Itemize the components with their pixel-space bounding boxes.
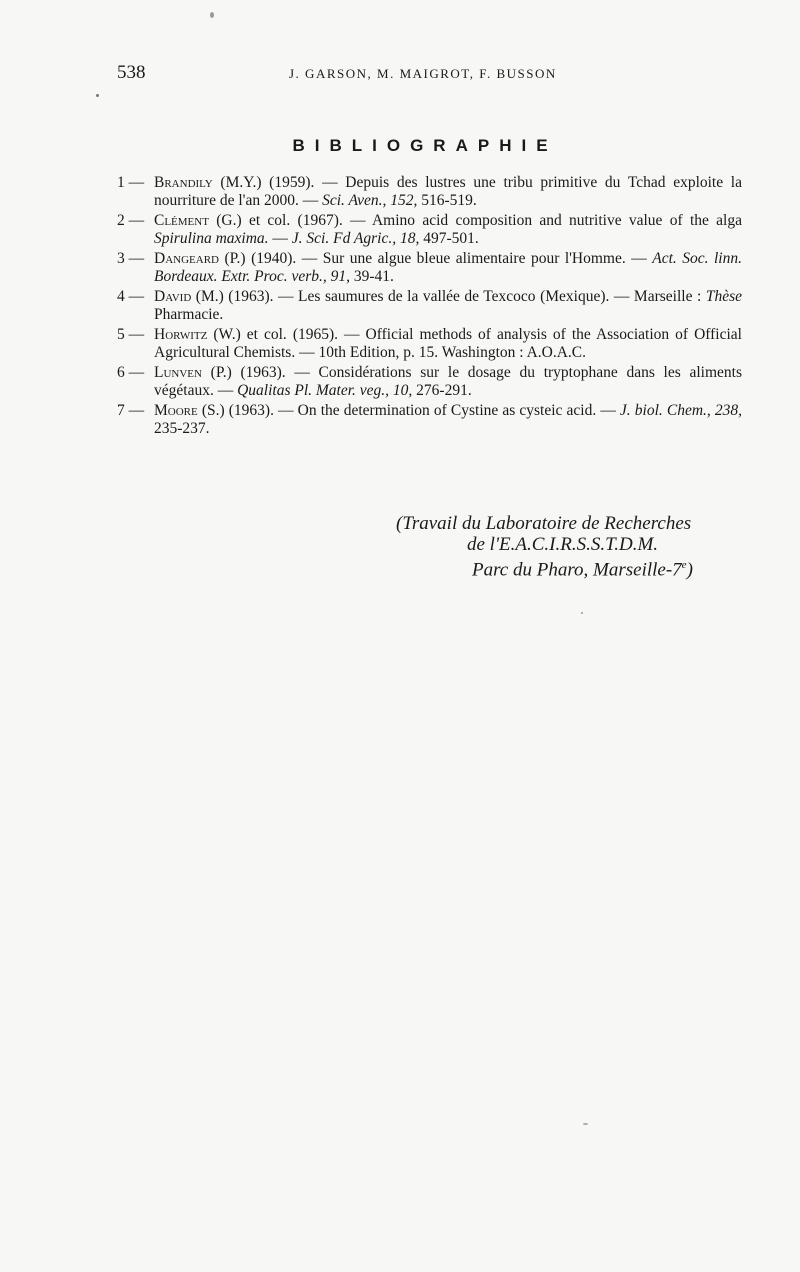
reference-journal: Act. Soc. linn. Bordeaux. Extr. Proc. verb., 91,: [154, 250, 742, 285]
reference-item: [117, 326, 742, 361]
reference-number: 3 —: [117, 250, 145, 267]
reference-item: [117, 212, 742, 247]
credit-address: Parc du Pharo, Marseille-7: [472, 559, 682, 581]
reference-author: Moore: [154, 402, 198, 419]
credit-superscript: e: [681, 559, 687, 571]
print-speck: [583, 1123, 588, 1125]
reference-author: David: [154, 288, 192, 305]
reference-text: (P.) (1963). — Considérations sur le dosage du tryptophane dans les aliments végétaux. —: [154, 364, 742, 399]
reference-text: (G.) et col. (1967). — Amino acid composition and nutritive value of the alga: [208, 212, 742, 229]
reference-species: Spirulina maxima.: [154, 229, 269, 247]
credit-close-paren: ): [686, 559, 693, 581]
reference-pages: 235-237.: [154, 419, 210, 437]
reference-journal: Qualitas Pl. Mater. veg., 10,: [237, 381, 413, 399]
reference-item: [117, 250, 742, 285]
section-title: BIBLIOGRAPHIE: [292, 136, 558, 155]
reference-author: Dangeard: [154, 250, 219, 267]
reference-text: (W.) et col. (1965). — Official methods of analysis of the Association of Official Agricultural Chemists. — 10th Edition, p. 15. Washington : A.O.A.C.: [154, 326, 742, 361]
reference-pages: 516-519.: [417, 191, 477, 209]
reference-number: 2 —: [117, 212, 145, 229]
reference-text: (M.) (1963). — Les saumures de la vallée de Texcoco (Mexique). — Marseille :: [191, 288, 706, 305]
reference-text: (S.) (1963). — On the determination of Cystine as cysteic acid. —: [197, 402, 620, 419]
reference-number: 7 —: [117, 402, 145, 419]
reference-journal: J. biol. Chem., 238,: [619, 402, 742, 419]
reference-list: [117, 174, 742, 440]
reference-separator: —: [268, 229, 292, 247]
reference-item: [117, 364, 742, 399]
reference-item: [117, 174, 742, 209]
credit-line: [396, 555, 693, 580]
laboratory-credit: [396, 513, 693, 580]
reference-author: Lunven: [154, 364, 202, 381]
running-head: J. GARSON, M. MAIGROT, F. BUSSON: [289, 66, 557, 81]
reference-tail: Pharmacie.: [154, 305, 224, 323]
print-speck: [581, 612, 583, 614]
reference-author: Horwitz: [154, 326, 208, 343]
reference-pages: 276-291.: [412, 381, 472, 399]
reference-text: (M.Y.) (1959). — Depuis des lustres une tribu primitive du Tchad exploite la nourriture de l'an 2000. —: [154, 174, 742, 209]
reference-pages: 497-501.: [419, 229, 479, 247]
print-speck: [96, 94, 99, 97]
reference-journal: Sci. Aven., 152,: [322, 191, 418, 209]
credit-line: de l'E.A.C.I.R.S.S.T.D.M.: [467, 534, 659, 555]
reference-item: [117, 402, 742, 437]
credit-line: (Travail du Laboratoire de Recherches: [396, 513, 692, 534]
reference-number: 6 —: [117, 364, 145, 381]
reference-number: 5 —: [117, 326, 145, 343]
reference-pages: 39-41.: [350, 267, 394, 285]
reference-journal: J. Sci. Fd Agric., 18,: [291, 229, 420, 247]
reference-number: 4 —: [117, 288, 145, 305]
reference-text: (P.) (1940). — Sur une algue bleue alimentaire pour l'Homme. —: [218, 250, 653, 267]
page-number: 538: [117, 62, 146, 83]
reference-author: Clément: [154, 212, 209, 229]
reference-thesis: Thèse: [705, 288, 742, 305]
reference-author: Brandily: [154, 174, 213, 191]
reference-item: [117, 288, 742, 323]
print-speck: [210, 12, 214, 18]
reference-number: 1 —: [117, 174, 145, 191]
